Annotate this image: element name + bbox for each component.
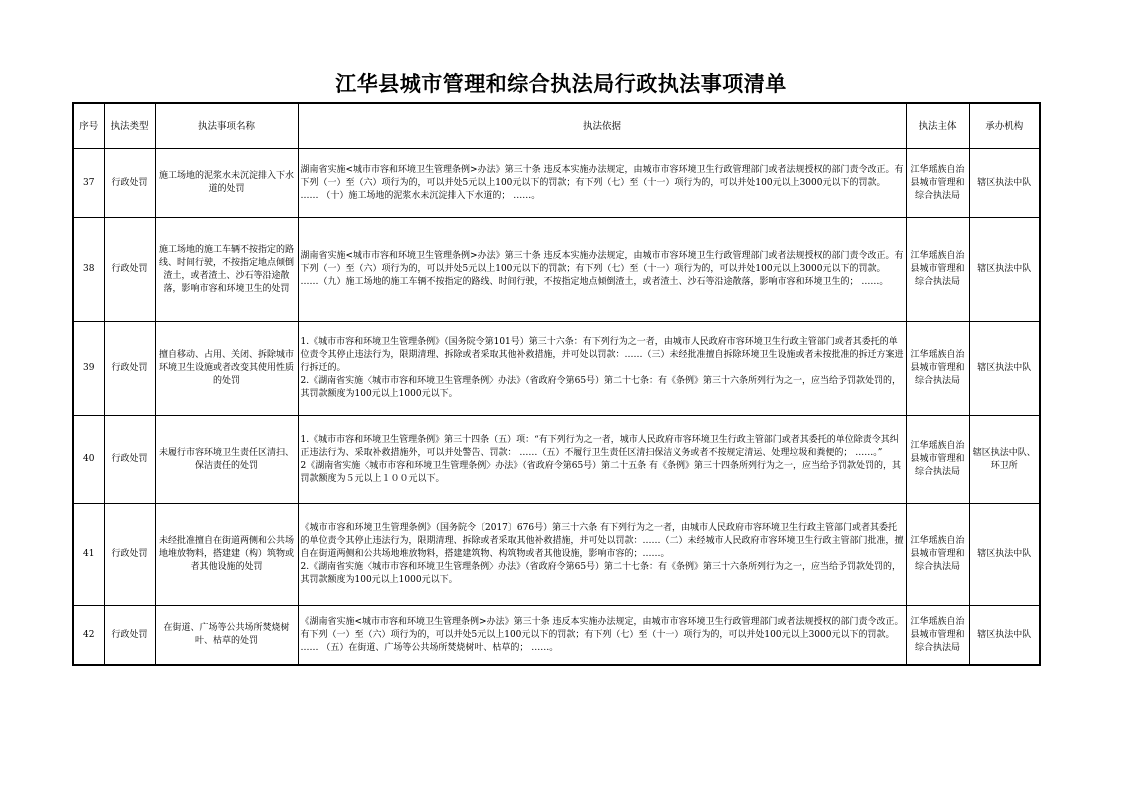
cell-basis bbox=[298, 606, 906, 666]
cell-agency: 辖区执法中队、环卫所 bbox=[969, 416, 1040, 504]
cell-seq: 37 bbox=[73, 149, 104, 218]
document-title: 江华县城市管理和综合执法局行政执法事项清单 bbox=[335, 71, 787, 96]
table-row bbox=[73, 606, 1040, 666]
cell-subject: 江华瑶族自治县城市管理和综合执法局 bbox=[906, 416, 969, 504]
header-subject: 执法主体 bbox=[906, 103, 969, 149]
basis-paragraph: 湖南省实施<城市市容和环境卫生管理条例>办法》第三十条 违反本实施办法规定，由城市市容环境卫生行政管理部门或者法规授权的部门责令改正。有下列（一）至（六）项行为的，可以并处5元以上100元以下的罚款；有下列（七）至（十一）项行为的，可以并处100元以上3000元以下的罚款。 ……（九）施工场地的施工车辆不按指定的路线、时间行驶，不按指定地点倾倒渣土，或者渣土、沙石等沿途散落，影响市容和环境卫生的； ……。 bbox=[300, 251, 904, 287]
cell-subject: 江华瑶族自治县城市管理和综合执法局 bbox=[906, 149, 969, 218]
basis-paragraph: 2.《湖南省实施〈城市市容和环境卫生管理条例〉办法》（省政府令第65号）第二十七条：有《条例》第三十六条所列行为之一，应当给予罚款处罚的，其罚款额度为100元以上1000元以下。 bbox=[300, 562, 902, 585]
cell-name: 未履行市容环境卫生责任区清扫、保洁责任的处罚 bbox=[155, 416, 298, 504]
cell-type: 行政处罚 bbox=[104, 606, 155, 666]
header-basis: 执法依据 bbox=[298, 103, 906, 149]
cell-agency: 辖区执法中队 bbox=[969, 218, 1040, 322]
table-header-row bbox=[73, 103, 1040, 149]
cell-name: 在街道、广场等公共场所焚烧树叶、枯草的处罚 bbox=[155, 606, 298, 666]
basis-paragraph: 2.《湖南省实施〈城市市容和环境卫生管理条例〉办法》（省政府令第65号）第二十七条：有《条例》第三十六条所列行为之一，应当给予罚款处罚的，其罚款额度为100元以上1000元以下。 bbox=[300, 376, 902, 399]
basis-paragraph: 2《湖南省实施〈城市市容和环境卫生管理条例〉办法》（省政府令第65号）第二十五条 有《条例》第三十四条所列行为之一，应当给予罚款处罚的，其罚款额度为５元以上１００元以下。 bbox=[300, 460, 902, 484]
header-agency: 承办机构 bbox=[969, 103, 1040, 149]
cell-seq: 40 bbox=[73, 416, 104, 504]
basis-paragraph: 《湖南省实施<城市市容和环境卫生管理条例>办法》第三十条 违反本实施办法规定，由城市市容环境卫生行政管理部门或者法规授权的部门责令改正。有下列（一）至（六）项行为的，可以并处5元以上100元以下的罚款；有下列（七）至（十一）项行为的，可以并处100元以上3000元以下的罚款。 …… （五）在街道、广场等公共场所焚烧树叶、枯草的； ……。 bbox=[300, 616, 904, 653]
cell-basis bbox=[298, 504, 906, 606]
cell-seq: 41 bbox=[73, 504, 104, 606]
basis-paragraph: 1.《城市市容和环境卫生管理条例》第三十四条（五）项：“有下列行为之一者，城市人民政府市容环境卫生行政主管部门或者其委托的单位除责令其纠正违法行为、采取补救措施外，可以并处警告、罚款： ……（五）不履行卫生责任区清扫保洁义务或者不按规定清运、处理垃圾和粪便的； ……。” bbox=[300, 434, 899, 458]
cell-subject: 江华瑶族自治县城市管理和综合执法局 bbox=[906, 504, 969, 606]
cell-agency: 辖区执法中队 bbox=[969, 322, 1040, 416]
table-row bbox=[73, 218, 1040, 322]
cell-name: 擅自移动、占用、关闭、拆除城市环境卫生设施或者改变其使用性质的处罚 bbox=[155, 322, 298, 416]
cell-seq: 39 bbox=[73, 322, 104, 416]
table-row bbox=[73, 504, 1040, 606]
header-name: 执法事项名称 bbox=[155, 103, 298, 149]
cell-type: 行政处罚 bbox=[104, 504, 155, 606]
enforcement-items-table bbox=[72, 102, 1041, 666]
cell-basis bbox=[298, 416, 906, 504]
basis-paragraph: 《城市市容和环境卫生管理条例》（国务院令〔2017〕676号）第三十六条 有下列行为之一者，由城市人民政府市容环境卫生行政主管部门或者其委托的单位责令其停止违法行为，限期清理、拆除或者采取其他补救措施，并可处以罚款：……（二）未经城市人民政府市容环境卫生行政主管部门批准，擅自在街道两侧和公共场地堆放物料，搭建建筑物、构筑物或者其他设施，影响市容的；……。 bbox=[300, 523, 904, 559]
cell-name: 未经批准擅自在街道两侧和公共场地堆放物料，搭建建（构）筑物或者其他设施的处罚 bbox=[155, 504, 298, 606]
cell-basis bbox=[298, 149, 906, 218]
table-row bbox=[73, 149, 1040, 218]
table-row bbox=[73, 416, 1040, 504]
cell-type: 行政处罚 bbox=[104, 416, 155, 504]
header-seq: 序号 bbox=[73, 103, 104, 149]
cell-type: 行政处罚 bbox=[104, 218, 155, 322]
cell-name: 施工场地的施工车辆不按指定的路线、时间行驶，不按指定地点倾倒渣土，或者渣土、沙石等沿途散落，影响市容和环境卫生的处罚 bbox=[155, 218, 298, 322]
cell-seq: 38 bbox=[73, 218, 104, 322]
cell-subject: 江华瑶族自治县城市管理和综合执法局 bbox=[906, 606, 969, 666]
cell-name: 施工场地的泥浆水未沉淀排入下水道的处罚 bbox=[155, 149, 298, 218]
basis-paragraph: 1.《城市市容和环境卫生管理条例》（国务院令第101号）第三十六条：有下列行为之一者，由城市人民政府市容环境卫生行政主管部门或者其委托的单位责令其停止违法行为，限期清理、拆除或者采取其他补救措施，并可处以罚款：……（三）未经批准擅自拆除环境卫生设施或者未按批准的拆迁方案进行拆迁的。 bbox=[300, 337, 904, 373]
cell-agency: 辖区执法中队 bbox=[969, 149, 1040, 218]
table-row bbox=[73, 322, 1040, 416]
cell-subject: 江华瑶族自治县城市管理和综合执法局 bbox=[906, 218, 969, 322]
header-type: 执法类型 bbox=[104, 103, 155, 149]
cell-agency: 辖区执法中队 bbox=[969, 504, 1040, 606]
cell-agency: 辖区执法中队 bbox=[969, 606, 1040, 666]
cell-basis bbox=[298, 218, 906, 322]
cell-type: 行政处罚 bbox=[104, 322, 155, 416]
basis-paragraph: 湖南省实施<城市市容和环境卫生管理条例>办法》第三十条 违反本实施办法规定，由城市市容环境卫生行政管理部门或者法规授权的部门责令改正。有下列（一）至（六）项行为的，可以并处5元以上100元以下的罚款；有下列（七）至（十一）项行为的，可以并处100元以上3000元以下的罚款。 …… （十）施工场地的泥浆水未沉淀排入下水道的； ……。 bbox=[300, 164, 904, 201]
cell-basis bbox=[298, 322, 906, 416]
cell-subject: 江华瑶族自治县城市管理和综合执法局 bbox=[906, 322, 969, 416]
cell-seq: 42 bbox=[73, 606, 104, 666]
cell-type: 行政处罚 bbox=[104, 149, 155, 218]
